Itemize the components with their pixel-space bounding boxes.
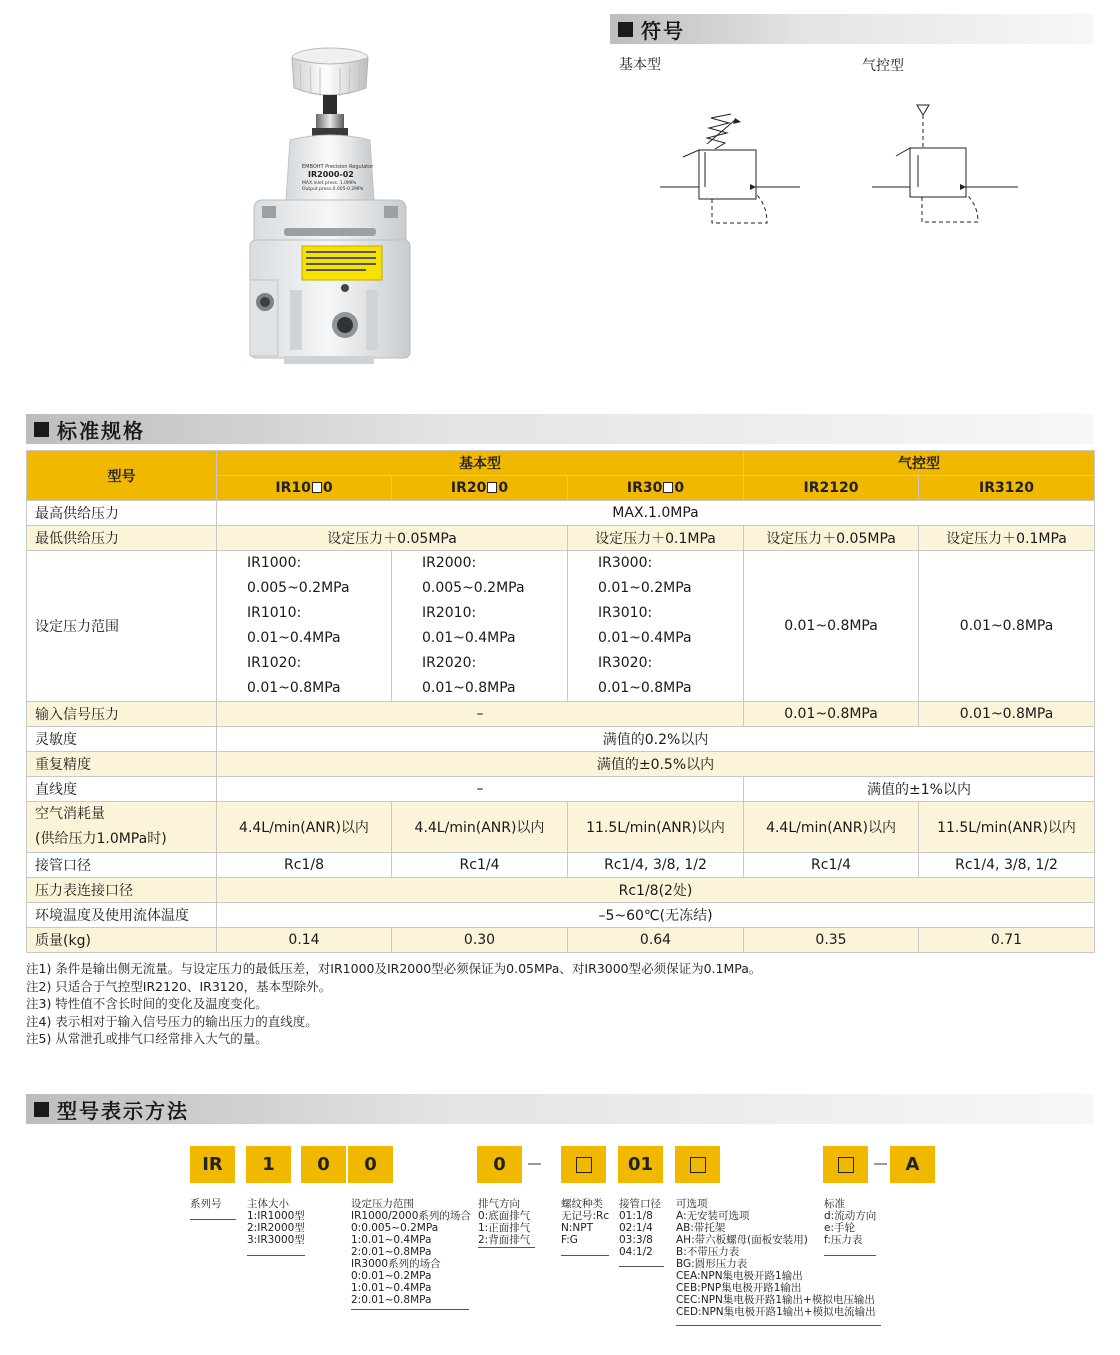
code-exhaust: 0 [477, 1146, 522, 1183]
table-row: 直线度 – 满值的±1%以内 [27, 777, 1095, 802]
header-ir10: IR10 0 [217, 476, 392, 501]
header-ir3120: IR3120 [919, 476, 1095, 501]
legend-line [247, 1255, 305, 1256]
section-bar-model [26, 1094, 1094, 1124]
basic-regulator-symbol [655, 100, 800, 235]
section-square-icon [34, 1102, 49, 1117]
table-row: 设定压力范围 IR1000: 0.005~0.2MPa IR1010: 0.01~0.4MPa IR1020: 0.01~0.8MPa IR2000: 0.005~0.2MPa IR2010: 0.01~0.4MPa IR2020: 0.01~0.8MPa IR3000: 0.01~0.2MPa IR3010: 0.01~0.4MPa IR3020: 0.01~0.8MPa 0.01~0.8MPa 0.01~0.8MPa [27, 551, 1095, 702]
legend-line [478, 1247, 535, 1248]
pilot-regulator-symbol [868, 95, 1018, 235]
code-port: 01 [618, 1146, 663, 1183]
header-basic: 基本型 [217, 451, 744, 476]
legend-line [676, 1325, 881, 1326]
note-4: 注4) 表示相对于输入信号压力的输出压力的直线度。 [26, 1013, 318, 1029]
header-pilot: 气控型 [744, 451, 1095, 476]
range-cell-ir10: IR1000: 0.005~0.2MPa IR1010: 0.01~0.4MPa IR1020: 0.01~0.8MPa [217, 551, 392, 702]
section-bar-spec [26, 414, 1094, 444]
legend-option: 可选项 A:无安装可选项 AB:带托架 AH:带六板螺母(面板安装用) B:不带压力表 BG:圆形压力表 CEA:NPN集电极开路1输出 CEB:PNP集电极开路1输出 CEC:NPN集电极开路1输出+模拟电压输出 CED:NPN集电极开路1输出+模拟电流输出 [676, 1198, 876, 1318]
range-cell-ir20: IR2000: 0.005~0.2MPa IR2010: 0.01~0.4MPa IR2020: 0.01~0.8MPa [392, 551, 568, 702]
placeholder-square-icon [576, 1157, 592, 1173]
legend-line [824, 1255, 876, 1256]
placeholder-square-icon [663, 482, 673, 493]
legend-port: 接管口径 01:1/8 02:1/4 03:3/8 04:1/2 [619, 1198, 661, 1258]
header-ir30: IR30 0 [568, 476, 744, 501]
code-suffix: A [890, 1146, 935, 1183]
svg-text:Output press.0.005-0.2MPa: Output press.0.005-0.2MPa [302, 187, 364, 192]
legend-line [561, 1255, 609, 1256]
legend-standard: 标准 d:流动方向 e:手轮 f:压力表 [824, 1198, 877, 1246]
legend-range: 设定压力范围 IR1000/2000系列的场合 0:0.005~0.2MPa 1:0.01~0.4MPa 2:0.01~0.8MPa IR3000系列的场合 0:0.01~0.2MPa 1:0.01~0.4MPa 2:0.01~0.8MPa [351, 1198, 471, 1306]
legend-line [190, 1219, 236, 1220]
table-row: 输入信号压力 – 0.01~0.8MPa 0.01~0.8MPa [27, 702, 1095, 727]
table-header-row [27, 451, 1095, 476]
code-standard [823, 1146, 868, 1183]
header-ir20: IR20 0 [392, 476, 568, 501]
code-size: 1 [246, 1146, 291, 1183]
spec-table [26, 450, 1095, 953]
placeholder-square-icon [690, 1157, 706, 1173]
note-3: 注3) 特性值不含长时间的变化及温度变化。 [26, 996, 268, 1011]
legend-size: 主体大小 1:IR1000型 2:IR2000型 3:IR3000型 [247, 1198, 305, 1246]
symbol-label-basic: 基本型 [619, 57, 661, 73]
table-row: 压力表连接口径 Rc1/8(2处) [27, 878, 1095, 903]
note-1: 注1) 条件是输出侧无流量。与设定压力的最低压差，对IR1000及IR2000型必须保证为0.05MPa、对IR3000型必须保证为0.1MPa。 [26, 961, 762, 976]
code-range-1: 0 [301, 1146, 346, 1183]
note-5: 注5) 从常泄孔或排气口经常排入大气的量。 [26, 1031, 268, 1046]
table-row: 最高供给压力 MAX.1.0MPa [27, 501, 1095, 526]
section-title-spec: 标准规格 [57, 418, 145, 443]
code-dash [528, 1163, 541, 1165]
svg-text:IR2000-02: IR2000-02 [308, 170, 354, 179]
range-cell-ir30: IR3000: 0.01~0.2MPa IR3010: 0.01~0.4MPa IR3020: 0.01~0.8MPa [568, 551, 744, 702]
table-row: 最低供给压力 设定压力＋0.05MPa 设定压力＋0.1MPa 设定压力＋0.05MPa 设定压力＋0.1MPa [27, 526, 1095, 551]
code-thread [561, 1146, 606, 1183]
header-model: 型号 [27, 451, 217, 501]
legend-line [619, 1266, 664, 1267]
placeholder-square-icon [312, 482, 322, 493]
note-2: 注2) 只适合于气控型IR2120、IR3120，基本型除外。 [26, 978, 332, 994]
symbol-label-pilot: 气控型 [862, 58, 904, 74]
table-row: 空气消耗量 (供给压力1.0MPa时) 4.4L/min(ANR)以内 4.4L/min(ANR)以内 11.5L/min(ANR)以内 4.4L/min(ANR)以内 11.5L/min(ANR)以内 [27, 802, 1095, 853]
header-ir2120: IR2120 [744, 476, 919, 501]
product-image [240, 40, 420, 370]
legend-thread: 螺纹种类 无记号:Rc N:NPT F:G [561, 1198, 610, 1246]
placeholder-square-icon [487, 482, 497, 493]
section-title-symbol: 符号 [641, 18, 685, 43]
svg-text:MAX.Inlet press. 1.0MPa: MAX.Inlet press. 1.0MPa [302, 181, 357, 186]
notes [26, 960, 761, 1048]
table-row: 接管口径 Rc1/8 Rc1/4 Rc1/4, 3/8, 1/2 Rc1/4 Rc1/4, 3/8, 1/2 [27, 853, 1095, 878]
table-row: 灵敏度 满值的0.2%以内 [27, 727, 1095, 752]
section-bar-symbol [610, 14, 1094, 44]
legend-series: 系列号 [190, 1198, 222, 1210]
svg-text:EMBOHT Precision Regulator: EMBOHT Precision Regulator [302, 164, 374, 170]
code-range-2: 0 [348, 1146, 393, 1183]
section-title-model: 型号表示方法 [57, 1098, 189, 1123]
section-square-icon [618, 22, 633, 37]
section-square-icon [34, 422, 49, 437]
legend-line [351, 1309, 469, 1310]
table-row: 重复精度 满值的±0.5%以内 [27, 752, 1095, 777]
legend-exhaust: 排气方向 0:底面排气 1:正面排气 2:背面排气 [478, 1198, 531, 1246]
table-row: 环境温度及使用流体温度 –5~60℃(无冻结) [27, 903, 1095, 928]
code-series: IR [190, 1146, 235, 1183]
table-row: 质量(kg) 0.14 0.30 0.64 0.35 0.71 [27, 928, 1095, 953]
code-dash [874, 1163, 887, 1165]
code-option [675, 1146, 720, 1183]
placeholder-square-icon [838, 1157, 854, 1173]
